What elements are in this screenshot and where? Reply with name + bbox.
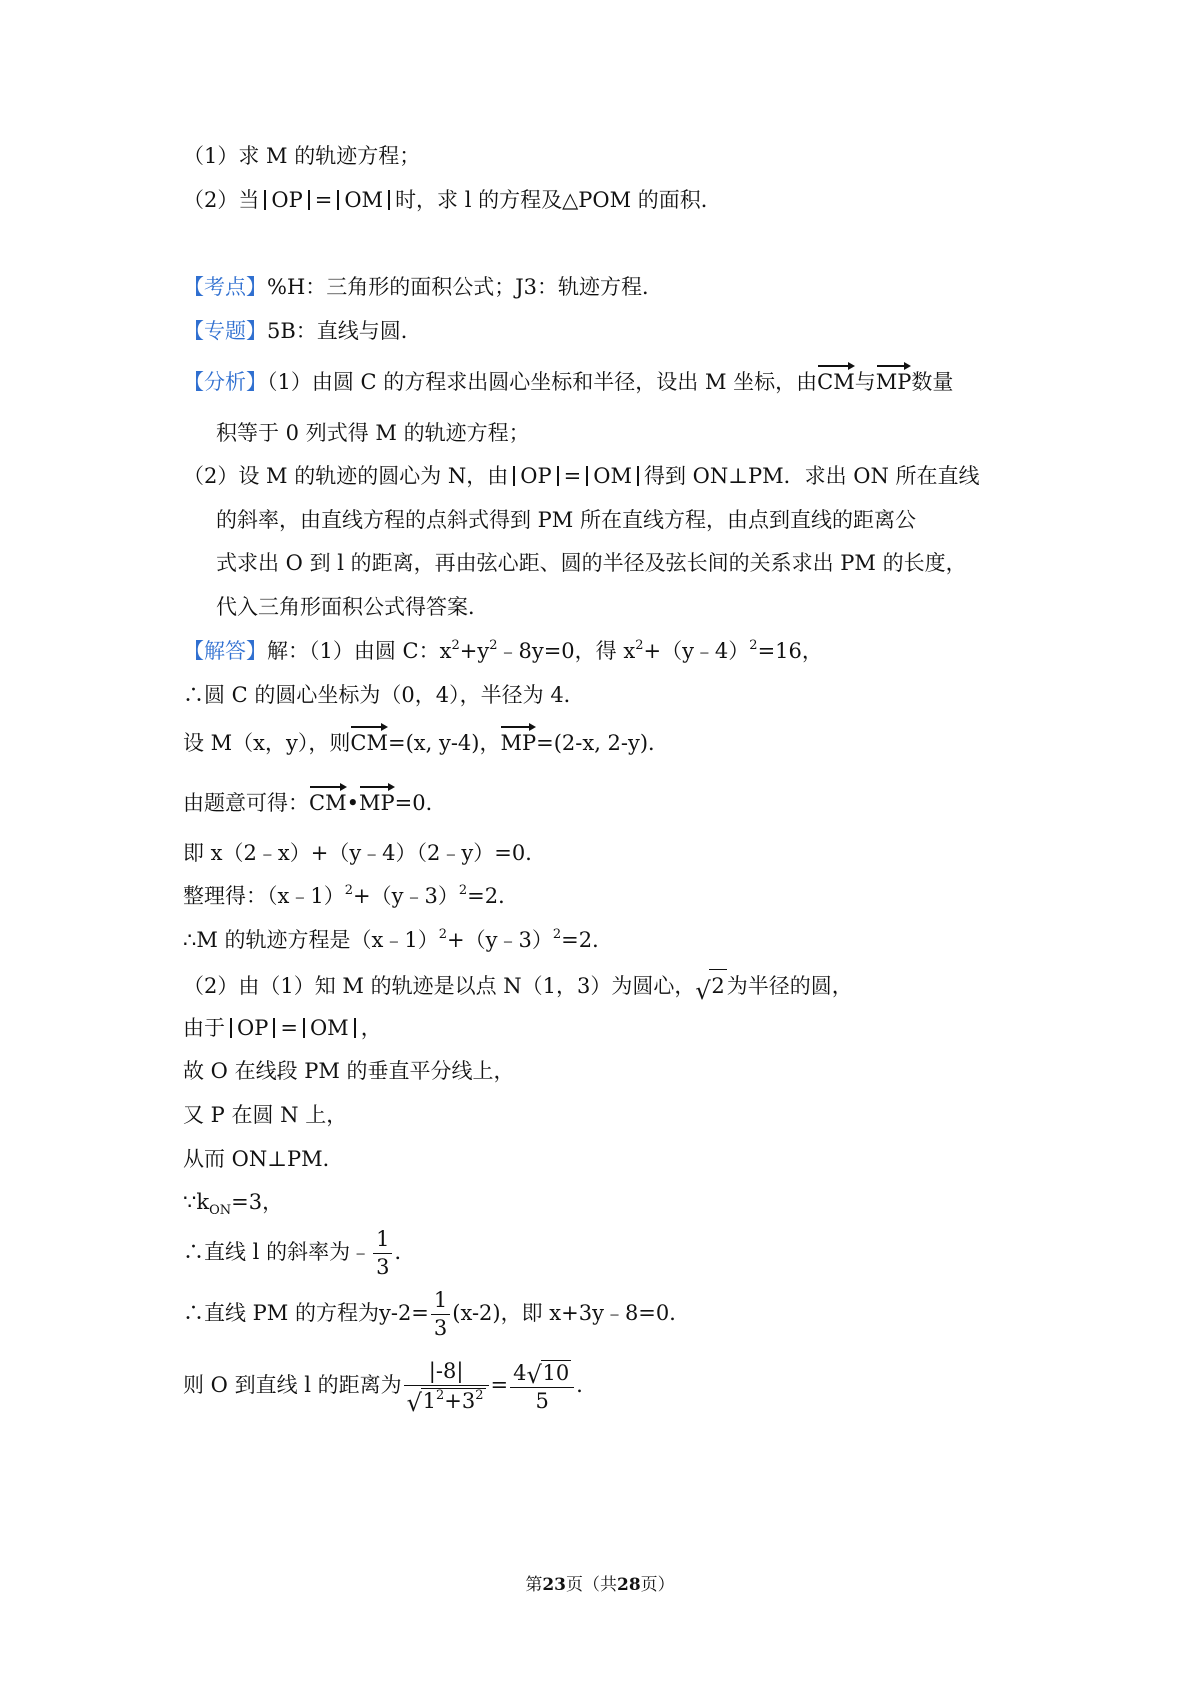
jieda-line-10: 故 O 在线段 PM 的垂直平分线上， — [183, 1059, 515, 1083]
abs-bar — [637, 466, 639, 486]
abs-bar — [557, 466, 559, 486]
page-number: 23 — [542, 1575, 566, 1595]
jieda-line-14: ∴直线 l 的斜率为﹣ $\frac{1}{3}$ ． — [183, 1227, 416, 1280]
jieda-line-3: 设 M（x，y），则CM=(x, y-4)，MP=(2-x, 2-y)． — [183, 728, 669, 758]
vector-mp: MP — [359, 788, 395, 818]
jieda-line-8: （2）由（1）知 M 的轨迹是以点 N（1，3）为圆心， √ 2为半径的圆， — [183, 969, 853, 1001]
fenxi-line-5: 式求出 O 到 l 的距离，再由弦心距、圆的半径及弦长间的关系求出 PM 的长度， — [216, 551, 967, 575]
sqrt-2: √ 2 — [695, 969, 726, 1001]
abs-bar — [264, 190, 266, 210]
jieda-line-12: 从而 ON⊥PM． — [183, 1147, 344, 1171]
fenxi-label: 【分析】 — [183, 370, 267, 394]
fraction-one-third: $\frac{1}{3}$ — [373, 1228, 392, 1279]
distance-result-fraction: 4 √ 10 5 — [510, 1360, 574, 1413]
zhuanti-line — [183, 316, 422, 346]
fenxi-line-6: 代入三角形面积公式得答案． — [216, 595, 489, 619]
jieda-line-16: 则 O 到直线 l 的距离为 |-8| √ $1^2+3^2$ = 4 √ 10 5 ． — [183, 1359, 598, 1418]
jieda-line-13: $\because k_{ON}=3$， — [183, 1190, 284, 1218]
zhuanti-label: 【专题】 — [183, 319, 267, 343]
jieda-line-9: 由于 OP = OM ， — [183, 1016, 382, 1040]
zhuanti-text: 5B：直线与圆． — [267, 319, 422, 343]
sqrt-10: √ 10 — [526, 1360, 570, 1389]
page-footer: 第23页（共28页） — [525, 1575, 675, 1595]
vector-cm: CM — [350, 728, 388, 758]
abs-bar — [337, 190, 339, 210]
abs-bar — [273, 1018, 275, 1038]
fraction-one-third: $\frac{1}{3}$ — [431, 1289, 450, 1340]
vector-cm: CM — [309, 788, 347, 818]
vector-mp: MP — [500, 728, 536, 758]
total-pages: 28 — [617, 1575, 641, 1595]
sqrt-denominator: √ $1^2+3^2$ — [406, 1388, 484, 1418]
vector-cm: CM — [817, 367, 855, 397]
jieda-line-5: 即 x（2﹣x）+（y﹣4）（2﹣y）=0． — [183, 841, 547, 865]
vector-mp: MP — [876, 367, 912, 397]
jieda-line-7: ∴M 的轨迹方程是（x﹣1）$^2$+（y﹣3）$^2$=2． — [183, 927, 614, 952]
radical-sign: √ — [526, 1360, 542, 1389]
fenxi-line-1: 【分析】（1）由圆 C 的方程求出圆心坐标和半径，设出 M 坐标，由CM与MP数量 — [183, 367, 953, 397]
kaodian-text: %H：三角形的面积公式；J3：轨迹方程． — [267, 275, 664, 299]
jieda-line-11: 又 P 在圆 N 上， — [183, 1103, 348, 1127]
abs-bar — [354, 1018, 356, 1038]
jieda-line-15: ∴直线 PM 的方程为y-2= $\frac{1}{3}$ (x-2)，即 x+3y﹣8=0． — [183, 1288, 691, 1341]
jieda-line-6: 整理得：（x﹣1）$^2$+（y﹣3）$^2$=2． — [183, 883, 520, 908]
question-1: （1）求 M 的轨迹方程； — [183, 144, 421, 168]
fenxi-line-4: 的斜率，由直线方程的点斜式得到 PM 所在直线方程，由点到直线的距离公 — [216, 508, 916, 532]
jieda-line-2: ∴圆 C 的圆心坐标为（0，4），半径为 4． — [183, 683, 585, 707]
distance-fraction: |-8| √ $1^2+3^2$ — [404, 1360, 489, 1413]
jieda-label: 【解答】 — [183, 639, 267, 663]
abs-bar — [586, 466, 588, 486]
fenxi-line-2: 积等于 0 列式得 M 的轨迹方程； — [216, 421, 530, 445]
kaodian-line — [183, 272, 663, 302]
jieda-line-1: 【解答】解：（1）由圆 C：$x^2+y^2﹣8y=0$，得 $x^2+(y﹣4)^2=16$， — [183, 638, 823, 663]
question-2: （2）当 OP = OM 时，求 l 的方程及△POM 的面积． — [183, 188, 722, 212]
abs-bar — [388, 190, 390, 210]
radical-sign: √ — [695, 976, 711, 1005]
abs-bar — [230, 1018, 232, 1038]
abs-bar — [308, 190, 310, 210]
abs-bar — [513, 466, 515, 486]
kaodian-label: 【考点】 — [183, 275, 267, 299]
jieda-line-4: 由题意可得：CM•MP=0． — [183, 788, 447, 818]
abs-bar — [303, 1018, 305, 1038]
radical-sign: √ — [406, 1389, 423, 1418]
fenxi-line-3: （2）设 M 的轨迹的圆心为 N，由 OP = OM 得到 ON⊥PM．求出 ON 所在直线 — [183, 464, 980, 488]
